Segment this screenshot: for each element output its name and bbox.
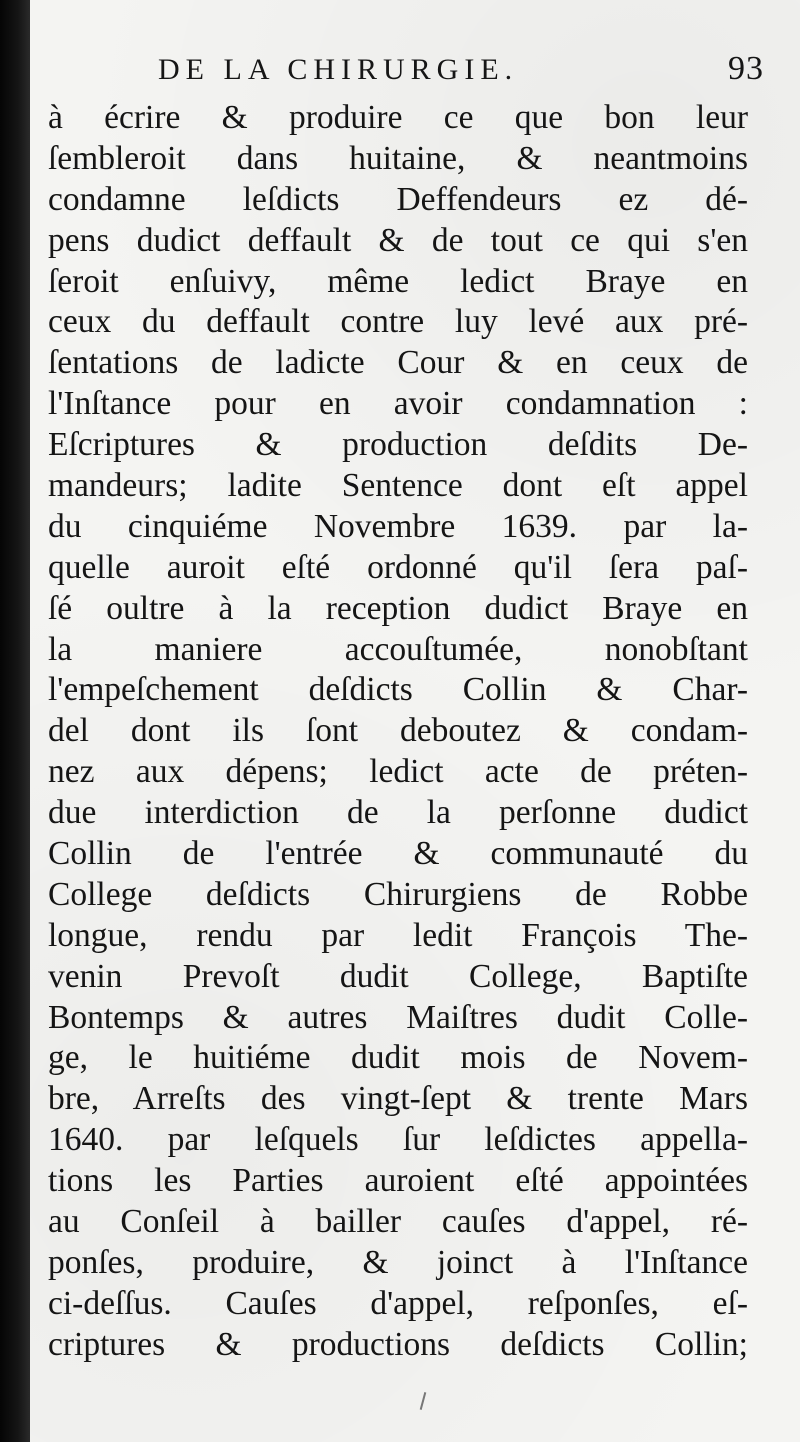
text-line: Bontemps & autres Maiſtres dudit Colle- [48,998,748,1036]
text-line: del dont ils ſont deboutez & condam- [48,712,748,750]
text-line: College deſdicts Chirurgiens de Robbe [48,875,748,913]
running-title: DE LA CHIRURGIE. [158,53,519,86]
text-line: ge, le huitiéme dudit mois de Novem- [48,1039,748,1077]
text-line: longue, rendu par ledit François The- [48,916,748,954]
page-header [158,50,782,100]
text-line: ponſes, produire, & joinct à l'Inſtance [48,1243,748,1281]
text-line: ſeroit enſuivy, même ledict Braye en [48,262,748,300]
text-line: bre, Arreſts des vingt-ſept & trente Mars [48,1080,748,1118]
page-number: 93 [728,50,764,87]
body-text [48,98,748,1366]
text-line: venin Prevoſt dudit College, Baptiſte [48,957,748,995]
text-line: quelle auroit eſté ordonné qu'il ſera paſ- [48,548,748,586]
text-line: 1640. par leſquels ſur leſdictes appella- [48,1121,748,1159]
text-line: du cinquiéme Novembre 1639. par la- [48,507,748,545]
text-line: la maniere accouſtumée, nonobſtant [48,630,748,668]
text-line: mandeurs; ladite Sentence dont eſt appel [48,467,748,505]
text-line: nez aux dépens; ledict acte de préten- [48,753,748,791]
text-line: l'Inſtance pour en avoir condamnation : [48,385,748,423]
book-page [30,0,800,1442]
text-line: condamne leſdicts Deffendeurs ez dé- [48,180,748,218]
text-line: Eſcriptures & production deſdits De- [48,426,748,464]
text-line: l'empeſchement deſdicts Collin & Char- [48,671,748,709]
text-line: à écrire & produire ce que bon leur [48,99,748,136]
text-line: criptures & productions deſdicts Collin; [48,1325,748,1363]
book-gutter-shadow [0,0,30,1442]
text-line: au Conſeil à bailler cauſes d'appel, ré- [48,1203,748,1241]
text-line: ſembleroit dans huitaine, & neantmoins [48,139,748,177]
text-line: due interdiction de la perſonne dudict [48,794,748,832]
text-line: tions les Parties auroient eſté appointées [48,1162,748,1200]
text-line: pens dudict deffault & de tout ce qui s'en [48,221,748,259]
text-line: ci-deſſus. Cauſes d'appel, reſponſes, eſ- [48,1284,748,1322]
text-line: ſé oultre à la reception dudict Braye en [48,589,748,627]
text-line: Collin de l'entrée & communauté du [48,835,748,873]
text-line: ſentations de ladicte Cour & en ceux de [48,344,748,382]
paper-mark [420,1392,427,1410]
text-line: ceux du deffault contre luy levé aux pré- [48,303,748,341]
